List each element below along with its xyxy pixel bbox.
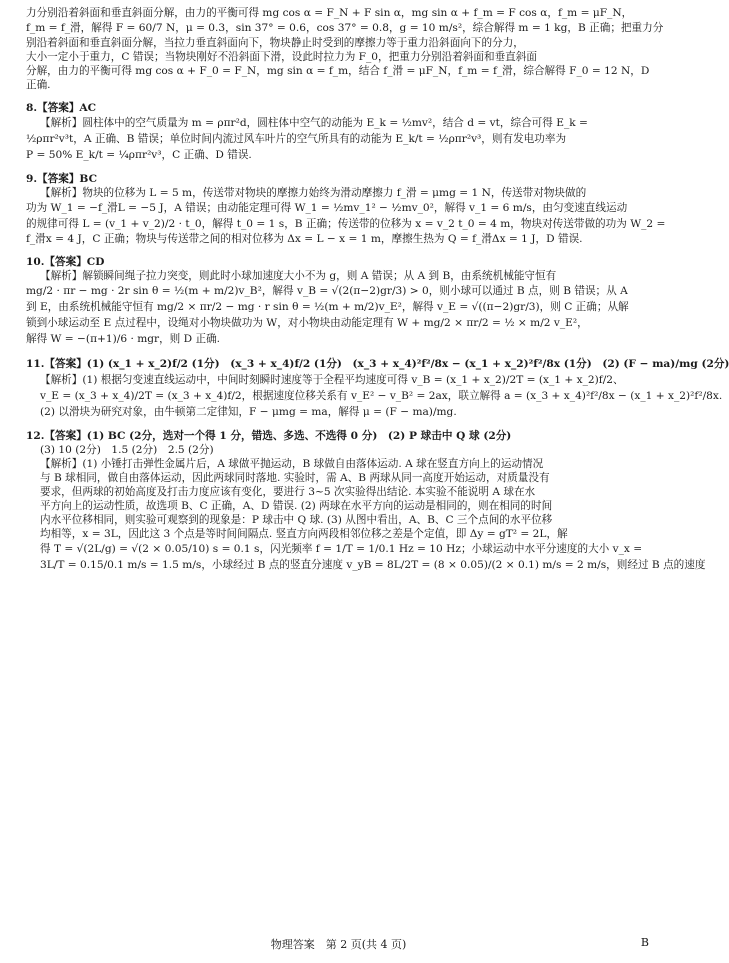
text-line: 得 T = √(2L/g) = √(2 × 0.05/10) s = 0.1 s，闪光频率 f = 1/T = 1/0.1 Hz = 10 Hz；小球运动中水平分速度的大小 v_x =	[40, 543, 643, 555]
text-line: 解得 W = −(π+1)/6 · mgr，则 D 正确.	[26, 333, 221, 345]
footer-version-letter: B	[640, 936, 649, 949]
text-line: (3) 10 (2分) 1.5 (2分) 2.5 (2分)	[40, 444, 214, 456]
text-line: f_m = f_滑，解得 F = 60/7 N，μ = 0.3，sin 37° = 0.6，cos 37° = 0.8，g = 10 m/s²，综合解得 m = 1 kg，B 正确；把重力分	[26, 22, 664, 34]
text-line: 内水平位移相同，则实验可观察到的现象是：P 球击中 Q 球. (3) 从图中看出，A、B、C 三个点间的水平位移	[40, 514, 553, 526]
text-line: (2) 以滑块为研究对象，由牛顿第二定律知，F − μmg = ma，解得 μ = (F − ma)/mg.	[40, 406, 457, 418]
text-line: 与 B 球相同，做自由落体运动，因此两球同时落地. 实验时，需 A、B 两球从同一高度开始运动，对质量没有	[40, 472, 550, 484]
text-line: 【解析】(1) 根据匀变速直线运动中，中间时刻瞬时速度等于全程平均速度可得 v_B = (x_1 + x_2)/2T = (x_1 + x_2)f/2、	[40, 374, 624, 386]
text-line: 3L/T = 0.15/0.1 m/s = 1.5 m/s，小球经过 B 点的竖直分速度 v_yB = 8L/2T = (8 × 0.05)/(2 × 0.1) m/s = 2 m/s，则经过 B 点的速度	[40, 559, 706, 571]
text-line: 功为 W_1 = −f_滑L = −5 J，A 错误；由动能定理可得 W_1 = ½mv_1² − ½mv_0²，解得 v_1 = 6 m/s，由匀变速直线运动	[26, 202, 628, 214]
text-line: ½ρπr²v³t，A 正确、B 错误；单位时间内流过风车叶片的空气所具有的动能为 E_k/t = ½ρπr²v³，则有发电功率为	[26, 133, 567, 145]
text-line: 的规律可得 L = (v_1 + v_2)/2 · t_0，解得 t_0 = 1 s，B 正确；传送带的位移为 x = v_2 t_0 = 4 m，物块对传送带做的功为 W_2 =	[26, 218, 666, 230]
text-line: 【解析】物块的位移为 L = 5 m，传送带对物块的摩擦力始终为滑动摩擦力 f_滑 = μmg = 1 N，传送带对物块做的	[40, 187, 587, 199]
text-line: 【解析】圆柱体中的空气质量为 m = ρπr²d，圆柱体中空气的动能为 E_k = ½mv²，结合 d = vt，综合可得 E_k =	[40, 117, 588, 129]
text-line: 11.【答案】(1) (x_1 + x_2)f/2 (1分) (x_3 + x_4)f/2 (1分) (x_3 + x_4)²f²/8x − (x_1 + x_2)²f²/8x (1分) (2) (F − ma)/mg (2分)	[26, 358, 729, 370]
text-line: 12.【答案】(1) BC (2分，选对一个得 1 分，错选、多选、不选得 0 分) (2) P 球击中 Q 球 (2分)	[26, 430, 512, 442]
text-line: 均相等，x = 3L，因此这 3 个点是等时间间隔点. 竖直方向两段相邻位移之差是个定值，即 Δy = gT² = 2L，解	[40, 528, 568, 540]
footer-page-label: 物理答案 第 2 页(共 4 页)	[270, 938, 407, 951]
text-line: 8.【答案】AC	[26, 102, 97, 114]
text-line: 要求，但两球的初始高度及打击力度应该有变化，要进行 3~5 次实验得出结论. 本实验不能说明 A 球在水	[40, 486, 536, 498]
text-line: 10.【答案】CD	[26, 256, 105, 268]
text-line: 到 E，由系统机械能守恒有 mg/2 × πr/2 − mg · r sin θ = ½(m + m/2)v_E²，解得 v_E = √((π−2)gr/3)，则 C 正确；从解	[26, 301, 629, 313]
text-line: v_E = (x_3 + x_4)/2T = (x_3 + x_4)f/2，根据速度位移关系有 v_E² − v_B² = 2ax，联立解得 a = (x_3 + x_4)²f²/8x − (x_1 + x_2)²f²/8x.	[40, 390, 723, 402]
text-line: 平方向上的运动性质，故选项 B、C 正确，A、D 错误. (2) 两球在水平方向的运动是相同的，则在相同的时间	[40, 500, 553, 512]
page-footer	[0, 936, 677, 954]
text-line: 别沿着斜面和垂直斜面分解，当拉力垂直斜面向下，物块静止时受到的摩擦力等于重力沿斜面向下的分力，	[26, 37, 524, 49]
text-line: P = 50% E_k/t = ¼ρπr²v³，C 正确、D 错误.	[26, 149, 252, 161]
page-content	[26, 6, 729, 573]
text-line: f_滑x = 4 J，C 正确；物块与传送带之间的相对位移为 Δx = L − x = 1 m，摩擦生热为 Q = f_滑Δx = 1 J，D 错误.	[26, 233, 583, 245]
text-line: 大小一定小于重力，C 错误；当物块刚好不沿斜面下滑，设此时拉力为 F_0，把重力分别沿着斜面和垂直斜面	[26, 51, 537, 63]
text-line: 力分别沿着斜面和垂直斜面分解，由力的平衡可得 mg cos α = F_N + F sin α，mg sin α + f_m = F cos α，f_m = μF_N，	[26, 7, 633, 19]
text-line: 分解，由力的平衡可得 mg cos α + F_0 = F_N，mg sin α = f_m，结合 f_滑 = μF_N，f_m = f_滑，综合解得 F_0 = 12 N，D	[26, 65, 650, 77]
text-line: 正确.	[26, 79, 51, 91]
text-line: 【解析】解锁瞬间绳子拉力突变，则此时小球加速度大小不为 g，则 A 错误；从 A 到 B，由系统机械能守恒有	[40, 270, 557, 282]
text-line: 【解析】(1) 小锤打击弹性金属片后，A 球做平抛运动，B 球做自由落体运动. A 球在竖直方向上的运动情况	[40, 458, 544, 470]
text-line: 9.【答案】BC	[26, 173, 98, 185]
text-line: 锁到小球运动至 E 点过程中，设绳对小物块做功为 W，对小物块由动能定理有 W + mg/2 × πr/2 = ½ × m/2 v_E²，	[26, 317, 588, 329]
text-line: mg/2 · πr − mg · 2r sin θ = ½(m + m/2)v_B²，解得 v_B = √(2(π−2)gr/3) > 0，则小球可以通过 B 点，则 B 错误；从 A	[26, 285, 628, 297]
